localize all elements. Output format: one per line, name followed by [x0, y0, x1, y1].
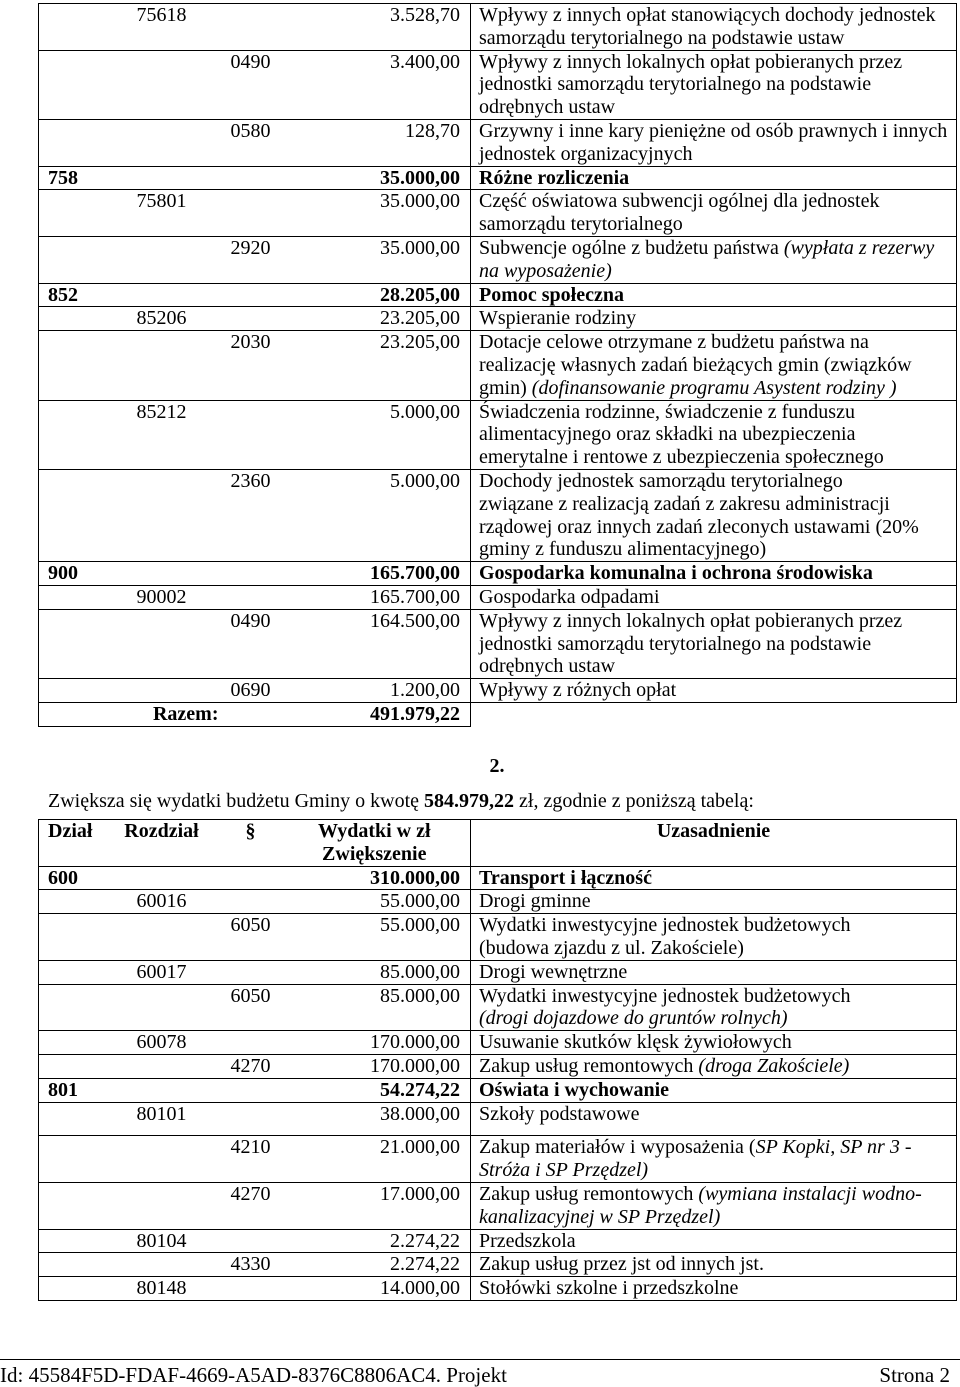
chapter-cell: [101, 50, 223, 119]
description-cell: [471, 960, 957, 984]
amount-cell: 3.528,70: [279, 4, 471, 51]
paragraph-cell: [223, 283, 279, 307]
description-line: Oświata i wychowanie: [479, 1078, 669, 1101]
description-cell: [471, 119, 957, 166]
division-cell: 900: [39, 562, 101, 586]
header-row: [39, 820, 957, 867]
description-line: jednostki samorządu terytorialnego na podstawie: [479, 632, 872, 655]
chapter-cell: 90002: [101, 585, 223, 609]
table-row: [39, 283, 957, 307]
amount-cell: 5.000,00: [279, 469, 471, 561]
header-amount-line2: Zwiększenie: [322, 842, 427, 865]
amount-cell: 54.274,22: [279, 1078, 471, 1102]
description-cell: [471, 984, 957, 1031]
division-cell: [39, 1182, 101, 1229]
division-cell: [39, 585, 101, 609]
table-row: [39, 1054, 957, 1078]
description-cell: [471, 4, 957, 51]
amount-cell: 21.000,00: [279, 1136, 471, 1183]
description-cell: [471, 307, 957, 331]
amount-cell: 165.700,00: [279, 562, 471, 586]
chapter-cell: [101, 1136, 223, 1183]
division-cell: [39, 331, 101, 400]
description-line: [479, 1055, 956, 1078]
division-cell: 852: [39, 283, 101, 307]
header-paragraph: §: [223, 820, 279, 867]
division-cell: [39, 609, 101, 678]
description-line: [479, 260, 956, 283]
description-line: emerytalne i rentowe z ubezpieczenia społecznego: [479, 446, 884, 469]
intro-text-end: zł, zgodnie z poniższą tabelą:: [514, 790, 754, 812]
table-row: [39, 1031, 957, 1055]
division-cell: 801: [39, 1078, 101, 1102]
paragraph-cell: 4330: [223, 1253, 279, 1277]
paragraph-cell: [223, 1078, 279, 1102]
header-chapter: Rozdział: [101, 820, 223, 867]
description-line: Drogi wewnętrzne: [479, 960, 628, 983]
chapter-cell: [101, 984, 223, 1031]
description-line: Część oświatowa subwencji ogólnej dla jednostek: [479, 190, 880, 213]
expense-table-body: [39, 866, 957, 1300]
description-line: Wydatki inwestycyjne jednostek budżetowych: [479, 914, 851, 937]
description-segment: Subwencje ogólne z budżetu państwa: [479, 236, 784, 259]
description-line: [479, 1183, 956, 1206]
description-cell: [471, 1102, 957, 1136]
description-line: Świadczenia rodzinne, świadczenie z funduszu: [479, 400, 855, 423]
description-line: Wpływy z innych lokalnych opłat pobieranych przez: [479, 50, 903, 73]
table-row: [39, 890, 957, 914]
description-line: gminy z funduszu alimentacyjnego): [479, 538, 767, 561]
intro-paragraph: [48, 790, 754, 813]
division-cell: [39, 960, 101, 984]
chapter-cell: [101, 679, 223, 703]
table-row: [39, 469, 957, 561]
description-line: Przedszkola: [479, 1229, 576, 1252]
description-segment: kanalizacyjnej w SP Przędzel): [479, 1205, 721, 1228]
table-row: [39, 609, 957, 678]
division-cell: [39, 307, 101, 331]
chapter-cell: [101, 283, 223, 307]
description-line: realizację własnych zadań bieżących gmin (związków: [479, 353, 912, 376]
description-cell: [471, 50, 957, 119]
description-cell: [471, 469, 957, 561]
division-cell: [39, 1277, 101, 1301]
table-row: [39, 190, 957, 237]
description-segment: Zakup materiałów i wyposażenia (: [479, 1136, 756, 1159]
chapter-cell: 85206: [101, 307, 223, 331]
paragraph-cell: [223, 585, 279, 609]
description-line: Wspieranie rodziny: [479, 307, 637, 330]
description-line: Dotacje celowe otrzymane z budżetu państwa na: [479, 331, 869, 354]
paragraph-cell: 2920: [223, 236, 279, 283]
description-segment: (droga Zakościele): [698, 1054, 850, 1077]
footer-page-number: Strona 2: [879, 1363, 950, 1387]
description-line: Wydatki inwestycyjne jednostek budżetowych: [479, 984, 851, 1007]
division-cell: [39, 469, 101, 561]
amount-cell: 85.000,00: [279, 960, 471, 984]
description-segment: (dofinansowanie programu Asystent rodziny ): [531, 376, 897, 399]
division-cell: [39, 1102, 101, 1136]
description-line: [479, 377, 956, 400]
header-amount-line1: Wydatki w zł: [317, 820, 431, 842]
chapter-cell: 60017: [101, 960, 223, 984]
paragraph-cell: 4270: [223, 1182, 279, 1229]
table-row: [39, 50, 957, 119]
chapter-cell: [101, 866, 223, 890]
paragraph-cell: [223, 960, 279, 984]
paragraph-cell: 4270: [223, 1054, 279, 1078]
amount-cell: 165.700,00: [279, 585, 471, 609]
description-cell: [471, 1277, 957, 1301]
description-line: Dochody jednostek samorządu terytorialnego: [479, 469, 843, 492]
income-table: [38, 3, 957, 727]
description-line: związane z realizacją zadań z zakresu administracji: [479, 492, 890, 515]
header-division: Dział: [39, 820, 101, 867]
division-cell: [39, 190, 101, 237]
paragraph-cell: 6050: [223, 914, 279, 961]
header-amount: [279, 820, 471, 867]
description-cell: [471, 1229, 957, 1253]
table-row: [39, 166, 957, 190]
division-cell: 600: [39, 866, 101, 890]
division-cell: [39, 119, 101, 166]
table-row: [39, 4, 957, 51]
paragraph-cell: [223, 702, 279, 726]
description-cell: [471, 585, 957, 609]
header-justification: Uzasadnienie: [471, 820, 957, 867]
description-line: Szkoły podstawowe: [479, 1102, 640, 1125]
description-cell: [471, 1078, 957, 1102]
table-row: [39, 1253, 957, 1277]
paragraph-cell: 0580: [223, 119, 279, 166]
description-cell: [471, 1182, 957, 1229]
amount-cell: 3.400,00: [279, 50, 471, 119]
table-row: [39, 984, 957, 1031]
description-segment: Zakup usług remontowych: [479, 1182, 699, 1205]
description-line: Gospodarka odpadami: [479, 585, 660, 608]
table-row: [39, 331, 957, 400]
chapter-cell: 75618: [101, 4, 223, 51]
paragraph-cell: [223, 866, 279, 890]
income-total-body: [39, 702, 957, 726]
paragraph-cell: 0690: [223, 679, 279, 703]
description-cell: [471, 562, 957, 586]
table-row: [39, 585, 957, 609]
description-cell: [471, 1031, 957, 1055]
description-segment: SP Kopki, SP nr 3 -: [755, 1136, 912, 1159]
chapter-cell: 80104: [101, 1229, 223, 1253]
amount-cell: 23.205,00: [279, 331, 471, 400]
description-cell: [471, 283, 957, 307]
description-segment: (drogi dojazdowe do gruntów rolnych): [479, 1007, 788, 1030]
paragraph-cell: 6050: [223, 984, 279, 1031]
chapter-cell: [101, 914, 223, 961]
description-line: samorządu terytorialnego na podstawie ustaw: [479, 26, 845, 49]
amount-cell: 55.000,00: [279, 914, 471, 961]
paragraph-cell: [223, 1277, 279, 1301]
total-label: Razem:: [39, 702, 223, 726]
amount-cell: 35.000,00: [279, 236, 471, 283]
description-segment: Stróża i SP Przędzel): [479, 1159, 649, 1182]
table-row: [39, 866, 957, 890]
table-row: [39, 1078, 957, 1102]
description-cell: [471, 702, 957, 726]
chapter-cell: [101, 1182, 223, 1229]
description-line: odrębnych ustaw: [479, 655, 616, 678]
chapter-cell: [101, 1054, 223, 1078]
chapter-cell: [101, 331, 223, 400]
amount-cell: 164.500,00: [279, 609, 471, 678]
table-row: [39, 236, 957, 283]
description-line: Usuwanie skutków klęsk żywiołowych: [479, 1031, 792, 1054]
amount-cell: 5.000,00: [279, 400, 471, 469]
description-cell: [471, 166, 957, 190]
description-line: (budowa zjazdu z ul. Zakościele): [479, 936, 744, 959]
description-cell: [471, 890, 957, 914]
description-line: rządowej oraz innych zadań zleconych ustawami (20%: [479, 515, 919, 538]
chapter-cell: 60078: [101, 1031, 223, 1055]
chapter-cell: [101, 166, 223, 190]
description-line: Zakup usług przez jst od innych jst.: [479, 1253, 764, 1276]
description-line: jednostki samorządu terytorialnego na podstawie: [479, 73, 872, 96]
amount-cell: 35.000,00: [279, 190, 471, 237]
description-cell: [471, 1136, 957, 1183]
chapter-cell: 60016: [101, 890, 223, 914]
table-row: [39, 1229, 957, 1253]
division-cell: [39, 400, 101, 469]
description-line: Wpływy z innych opłat stanowiących dochody jednostek: [479, 4, 936, 26]
table-row: [39, 1102, 957, 1136]
division-cell: [39, 890, 101, 914]
amount-cell: 2.274,22: [279, 1229, 471, 1253]
paragraph-cell: [223, 4, 279, 51]
amount-cell: 35.000,00: [279, 166, 471, 190]
description-line: odrębnych ustaw: [479, 96, 616, 119]
intro-amount: 584.979,22: [424, 790, 515, 812]
description-cell: [471, 679, 957, 703]
table-row: [39, 562, 957, 586]
income-table-body: [39, 4, 957, 703]
paragraph-cell: [223, 166, 279, 190]
paragraph-cell: 0490: [223, 50, 279, 119]
table-row: [39, 1277, 957, 1301]
division-cell: [39, 1136, 101, 1183]
table-row: [39, 679, 957, 703]
table-row: [39, 914, 957, 961]
description-line: jednostek organizacyjnych: [479, 142, 693, 165]
total-row: [39, 702, 957, 726]
expense-table: [38, 819, 957, 1301]
division-cell: [39, 914, 101, 961]
description-cell: [471, 866, 957, 890]
paragraph-cell: 4210: [223, 1136, 279, 1183]
description-segment: gmin): [479, 376, 532, 399]
paragraph-cell: [223, 190, 279, 237]
paragraph-cell: [223, 1102, 279, 1136]
description-segment: (wypłata z rezerwy: [783, 236, 935, 259]
description-cell: [471, 400, 957, 469]
amount-cell: 170.000,00: [279, 1054, 471, 1078]
description-line: Różne rozliczenia: [479, 166, 630, 189]
division-cell: [39, 1031, 101, 1055]
description-line: Gospodarka komunalna i ochrona środowiska: [479, 562, 873, 585]
paragraph-cell: 2030: [223, 331, 279, 400]
table-row: [39, 119, 957, 166]
footer-divider: [0, 1359, 960, 1360]
description-line: Wpływy z innych lokalnych opłat pobieranych przez: [479, 609, 903, 632]
table-row: [39, 307, 957, 331]
chapter-cell: [101, 119, 223, 166]
chapter-cell: [101, 562, 223, 586]
paragraph-cell: 2360: [223, 469, 279, 561]
division-cell: [39, 1054, 101, 1078]
description-segment: Zakup usług remontowych: [479, 1054, 699, 1077]
intro-text: Zwiększa się wydatki budżetu Gminy o kwotę: [48, 790, 425, 812]
description-line: [479, 1007, 956, 1030]
amount-cell: 2.274,22: [279, 1253, 471, 1277]
paragraph-cell: [223, 307, 279, 331]
description-line: Pomoc społeczna: [479, 283, 624, 306]
description-line: [479, 1136, 956, 1159]
table-row: [39, 1182, 957, 1229]
table-row: [39, 400, 957, 469]
amount-cell: 14.000,00: [279, 1277, 471, 1301]
amount-cell: 28.205,00: [279, 283, 471, 307]
description-line: Grzywny i inne kary pieniężne od osób prawnych i innych: [479, 119, 948, 142]
paragraph-cell: [223, 890, 279, 914]
description-line: Drogi gminne: [479, 890, 591, 913]
description-line: Wpływy z różnych opłat: [479, 679, 677, 702]
chapter-cell: 75801: [101, 190, 223, 237]
division-cell: [39, 679, 101, 703]
description-line: [479, 1206, 956, 1229]
amount-cell: 170.000,00: [279, 1031, 471, 1055]
description-line: Transport i łączność: [479, 866, 652, 889]
description-cell: [471, 914, 957, 961]
chapter-cell: 80148: [101, 1277, 223, 1301]
amount-cell: 23.205,00: [279, 307, 471, 331]
division-cell: [39, 50, 101, 119]
table-row: [39, 1136, 957, 1183]
total-amount: 491.979,22: [279, 702, 471, 726]
paragraph-cell: [223, 400, 279, 469]
division-cell: [39, 236, 101, 283]
description-cell: [471, 236, 957, 283]
expense-table-header: [39, 820, 957, 867]
amount-cell: 1.200,00: [279, 679, 471, 703]
chapter-cell: [101, 1078, 223, 1102]
division-cell: [39, 984, 101, 1031]
description-line: samorządu terytorialnego: [479, 213, 683, 236]
description-line: [479, 237, 956, 260]
chapter-cell: [101, 609, 223, 678]
amount-cell: 128,70: [279, 119, 471, 166]
description-cell: [471, 190, 957, 237]
amount-cell: 38.000,00: [279, 1102, 471, 1136]
division-cell: [39, 1229, 101, 1253]
description-cell: [471, 1253, 957, 1277]
paragraph-cell: [223, 1229, 279, 1253]
description-segment: (wymiana instalacji wodno-: [698, 1182, 922, 1205]
section-number: 2.: [489, 755, 505, 777]
description-segment: na wyposażenie): [479, 259, 612, 282]
footer-document-id: Id: 45584F5D-FDAF-4669-A5AD-8376C8806AC4. Projekt: [0, 1363, 507, 1387]
amount-cell: 85.000,00: [279, 984, 471, 1031]
paragraph-cell: [223, 562, 279, 586]
amount-cell: 17.000,00: [279, 1182, 471, 1229]
amount-cell: 55.000,00: [279, 890, 471, 914]
description-line: [479, 1159, 956, 1182]
chapter-cell: [101, 236, 223, 283]
chapter-cell: [101, 1253, 223, 1277]
division-cell: [39, 4, 101, 51]
description-cell: [471, 609, 957, 678]
table-row: [39, 960, 957, 984]
division-cell: 758: [39, 166, 101, 190]
chapter-cell: [101, 469, 223, 561]
description-line: alimentacyjnego oraz składki na ubezpieczenia: [479, 423, 856, 446]
description-cell: [471, 1054, 957, 1078]
division-cell: [39, 1253, 101, 1277]
amount-cell: 310.000,00: [279, 866, 471, 890]
description-cell: [471, 331, 957, 400]
paragraph-cell: 0490: [223, 609, 279, 678]
chapter-cell: 80101: [101, 1102, 223, 1136]
chapter-cell: 85212: [101, 400, 223, 469]
description-line: Stołówki szkolne i przedszkolne: [479, 1277, 739, 1300]
paragraph-cell: [223, 1031, 279, 1055]
